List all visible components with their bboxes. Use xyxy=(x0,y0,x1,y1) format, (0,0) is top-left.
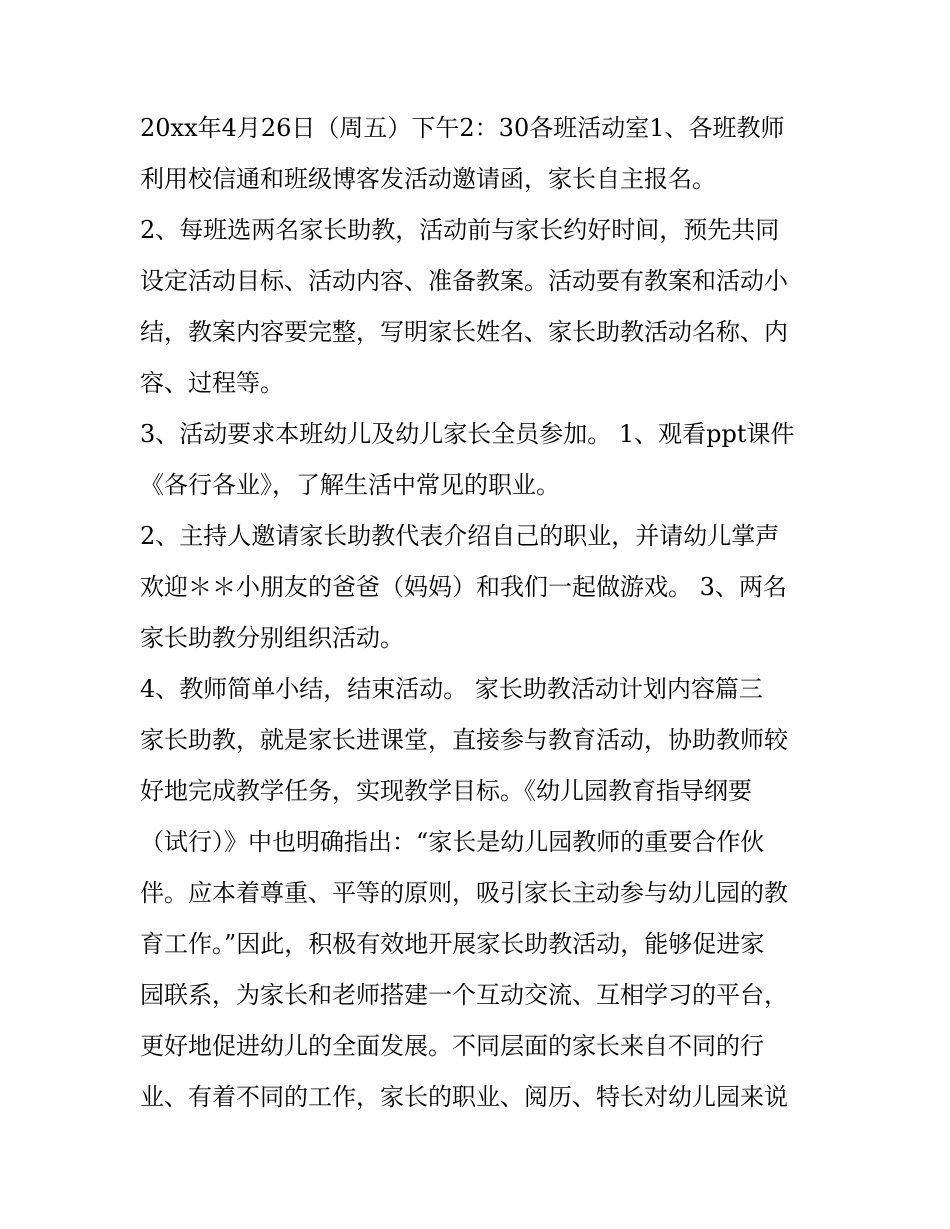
text-line: 利用校信通和班级博客发活动邀请函，家长自主报名。 xyxy=(140,165,716,193)
text-line: 家长助教分别组织活动。 xyxy=(140,624,404,652)
text-line: 设定活动目标、活动内容、准备教案。活动要有教案和活动小 xyxy=(140,267,788,295)
text-line: 3、活动要求本班幼儿及幼儿家长全员参加。 1、观看ppt课件 xyxy=(140,420,795,448)
text-line: 2、主持人邀请家长助教代表介绍自己的职业，并请幼儿掌声 xyxy=(140,522,780,550)
text-line: 4、教师简单小结，结束活动。 家长助教活动计划内容篇三 xyxy=(140,675,763,703)
text-line: 更好地促进幼儿的全面发展。不同层面的家长来自不同的行 xyxy=(140,1032,764,1060)
text-line: 《各行各业》，了解生活中常见的职业。 xyxy=(140,471,560,499)
document-body xyxy=(140,103,820,1123)
text-line: 好地完成教学任务，实现教学目标。《幼儿园教育指导纲要 xyxy=(140,777,752,805)
text-line: 结，教案内容要完整，写明家长姓名、家长助教活动名称、内 xyxy=(140,318,788,346)
text-line: 伴。应本着尊重、平等的原则，吸引家长主动参与幼儿园的教 xyxy=(140,879,788,907)
text-line: 育工作。”因此，积极有效地开展家长助教活动，能够促进家 xyxy=(140,930,765,958)
text-line: 20xx年4月26日（周五）下午2：30各班活动室1、各班教师 xyxy=(140,114,785,142)
text-line: （试行）》中也明确指出：“家长是幼儿园教师的重要合作伙 xyxy=(140,828,765,856)
text-line: 家长助教，就是家长进课堂，直接参与教育活动，协助教师较 xyxy=(140,726,788,754)
text-line: 园联系，为家长和老师搭建一个互动交流、互相学习的平台， xyxy=(140,981,788,1009)
text-line: 2、每班选两名家长助教，活动前与家长约好时间，预先共同 xyxy=(140,216,780,244)
text-line: 业、有着不同的工作，家长的职业、阅历、特长对幼儿园来说 xyxy=(140,1083,788,1111)
text-line: 容、过程等。 xyxy=(140,369,284,397)
text-line: 欢迎＊＊小朋友的爸爸（妈妈）和我们一起做游戏。 3、两名 xyxy=(140,573,787,601)
